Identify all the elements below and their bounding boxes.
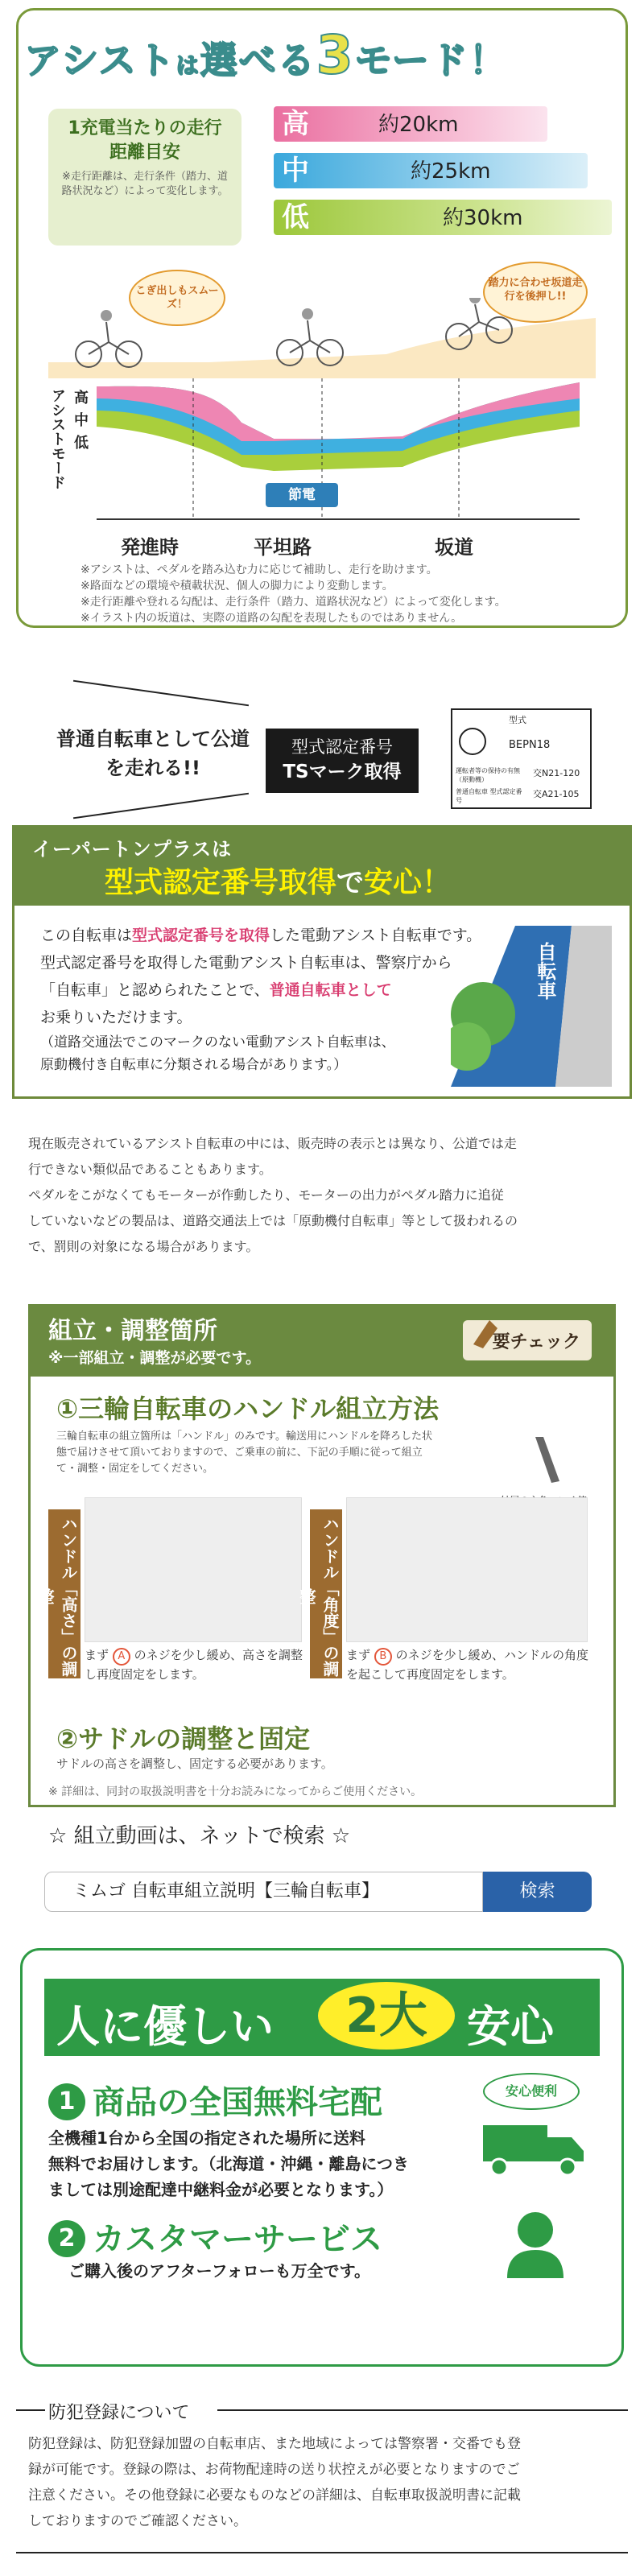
check-badge: 要チェック <box>463 1320 592 1360</box>
angle-adjust-label: ハンドル「角度」の調整 <box>310 1509 342 1678</box>
zone-start: 発進時 <box>121 536 179 559</box>
height-adjust-caption: まず A のネジを少し緩め、高さを調整し再度固定をします。 <box>85 1648 303 1682</box>
bubble-uphill: 踏力に合わせ坂道走行を後押し!! <box>483 262 588 323</box>
ts-road-text: 普通自転車として公道を走れる!! <box>56 728 250 779</box>
assist-notes: ※アシストは、ペダルを踏み込む力に応じて補助し、走行を助けます。 ※路面などの環境や積載状況、個人の脚力により変動します。 ※走行距離や登れる勾配は、走行条件（踏力、道路状況など）によって変化します。 ※イラスト内の坂道は、実際の道路の勾配を表現したものではありません。 <box>80 564 506 625</box>
truck-icon <box>483 2117 588 2182</box>
mode-bar-mid: 中 約25km <box>274 153 588 188</box>
step2-heading: ②サドルの調整と固定 <box>56 1724 311 1754</box>
support-operator-icon <box>499 2206 572 2278</box>
hand-pointer-icon <box>465 1312 506 1352</box>
zone-uphill: 坂道 <box>435 536 473 559</box>
item1-number: 1 <box>48 2083 85 2120</box>
item1-text: 全機種1台から全国の指定された場所に送料 無料でお届けします。（北海道・沖縄・離島につき ましては別途配達中継料金が必要となります。） <box>48 2128 409 2199</box>
step1-description: 三輪自転車の組立箇所は「ハンドル」のみです。輸送用にハンドルを降ろした状態で届けさせて頂いておりますので、ご乗車の前に、下記の手順に従って組立て・調整・固定をしてください。 <box>56 1430 432 1475</box>
divider-line <box>217 2409 628 2411</box>
distance-info-box <box>48 109 242 246</box>
ts-badge: 型式認定番号 TSマーク取得 <box>266 729 419 793</box>
banner-text-a: 人に優しい <box>56 2001 274 2052</box>
level-mid: 中 <box>74 412 89 429</box>
item2-number: 2 <box>48 2220 85 2257</box>
search-button[interactable]: 検索 <box>483 1872 592 1912</box>
banner-num: 2大 <box>318 1982 455 2050</box>
ts-certificate-card: 型式 BEPN18 運転者等の保持の有無（原動機） 交N21-120 普通自転車 型式認定番号 交A21-105 <box>451 708 592 809</box>
level-high: 高 <box>74 390 89 407</box>
divider-line <box>73 793 249 819</box>
divider-line <box>16 2552 628 2553</box>
handle-angle-photo <box>346 1497 588 1642</box>
mode-axis-label: アシストモード <box>49 388 66 489</box>
hex-wrench-icon <box>523 1433 572 1489</box>
divider-line <box>16 2409 45 2411</box>
safe-badge: 安心便利 <box>483 2073 580 2110</box>
mode-bar-low: 低 約30km <box>274 200 612 235</box>
bubble-smooth-start: こぎ出しもスムーズ！ <box>129 270 225 326</box>
assembly-title: 組立・調整箇所 <box>48 1317 217 1345</box>
assembly-note: ※ 詳細は、同封の取扱説明書を十分お読みになってからご使用ください。 <box>48 1785 423 1798</box>
assist-mode-chart <box>97 378 580 523</box>
assist-title: アシストは選べる3モード！ <box>24 24 508 86</box>
distance-note: ※走行距離は、走行条件（踏力、道路状況など）によって変化します。 <box>61 171 229 197</box>
certified-body: この自転車は型式認定番号を取得した電動アシスト自転車です。 型式認定番号を取得した電動アシスト自転車は、警察庁から 「自転車」と認められたことで、普通自転車として お乗りいただけます。 （道路交通法でこのマークのない電動アシスト自転車は、 原動機付き自転車に分類される場合があります。） <box>40 927 482 1073</box>
banner-text-b: 安心 <box>467 2001 554 2052</box>
video-heading: ☆ 組立動画は、ネットで検索 ☆ <box>48 1824 351 1848</box>
search-input[interactable]: ミムゴ 自転車組立説明【三輪自転車】 <box>44 1872 483 1912</box>
crime-heading: 防犯登録について <box>48 2403 190 2423</box>
assembly-subtitle: ※一部組立・調整が必要です。 <box>48 1349 261 1367</box>
height-adjust-label: ハンドル「高さ」の調整 <box>48 1509 80 1678</box>
bike-lane-sign: 自転車 <box>534 942 556 1000</box>
mode-bar-high: 高 約20km <box>274 106 547 142</box>
crime-body: 防犯登録は、防犯登録加盟の自転車店、また地域によっては警察署・交番でも登 録が可能です。登録の際は、お荷物配達時の送り状控えが必要となりますのでご 注意ください。その他登録に必要なものなどの詳細は、自転車取扱説明書に記載 しておりますのでご確認ください。 <box>28 2436 521 2529</box>
step2-description: サドルの高さを調整し、固定する必要があります。 <box>56 1757 333 1771</box>
divider-line <box>73 680 249 707</box>
handle-height-photo <box>85 1497 302 1642</box>
distance-heading: 1充電当たりの走行距離目安 <box>68 118 222 163</box>
rider-illustration <box>48 298 596 378</box>
warning-paragraph: 現在販売されているアシスト自転車の中には、販売時の表示とは異なり、公道では走 行できない類似品であることもあります。 ペダルをこがなくてもモーターが作動したり、モーターの出力がペダル踏力に追従 していないなどの製品は、道路交通法上では「原動機付自転車」等として扱われるの で、罰則の対象になる場合があります。 <box>28 1136 518 1254</box>
item2-title: カスタマーサービス <box>93 2221 382 2258</box>
item2-text: ご購入後のアフターフォローも万全です。 <box>68 2261 370 2281</box>
zone-flat: 平坦路 <box>254 536 312 559</box>
certified-head2: 型式認定番号取得で安心！ <box>105 866 452 899</box>
power-save-badge: 節電 <box>266 483 338 507</box>
ts-seal-icon <box>459 728 486 755</box>
angle-adjust-caption: まず B のネジを少し緩め、ハンドルの角度を起こして再度固定をします。 <box>346 1648 588 1682</box>
level-low: 低 <box>74 435 89 452</box>
step1-heading: ①三輪自転車のハンドル組立方法 <box>56 1393 440 1424</box>
item1-title: 商品の全国無料宅配 <box>93 2084 382 2121</box>
certified-head1: イーパートンプラスは <box>32 838 233 861</box>
